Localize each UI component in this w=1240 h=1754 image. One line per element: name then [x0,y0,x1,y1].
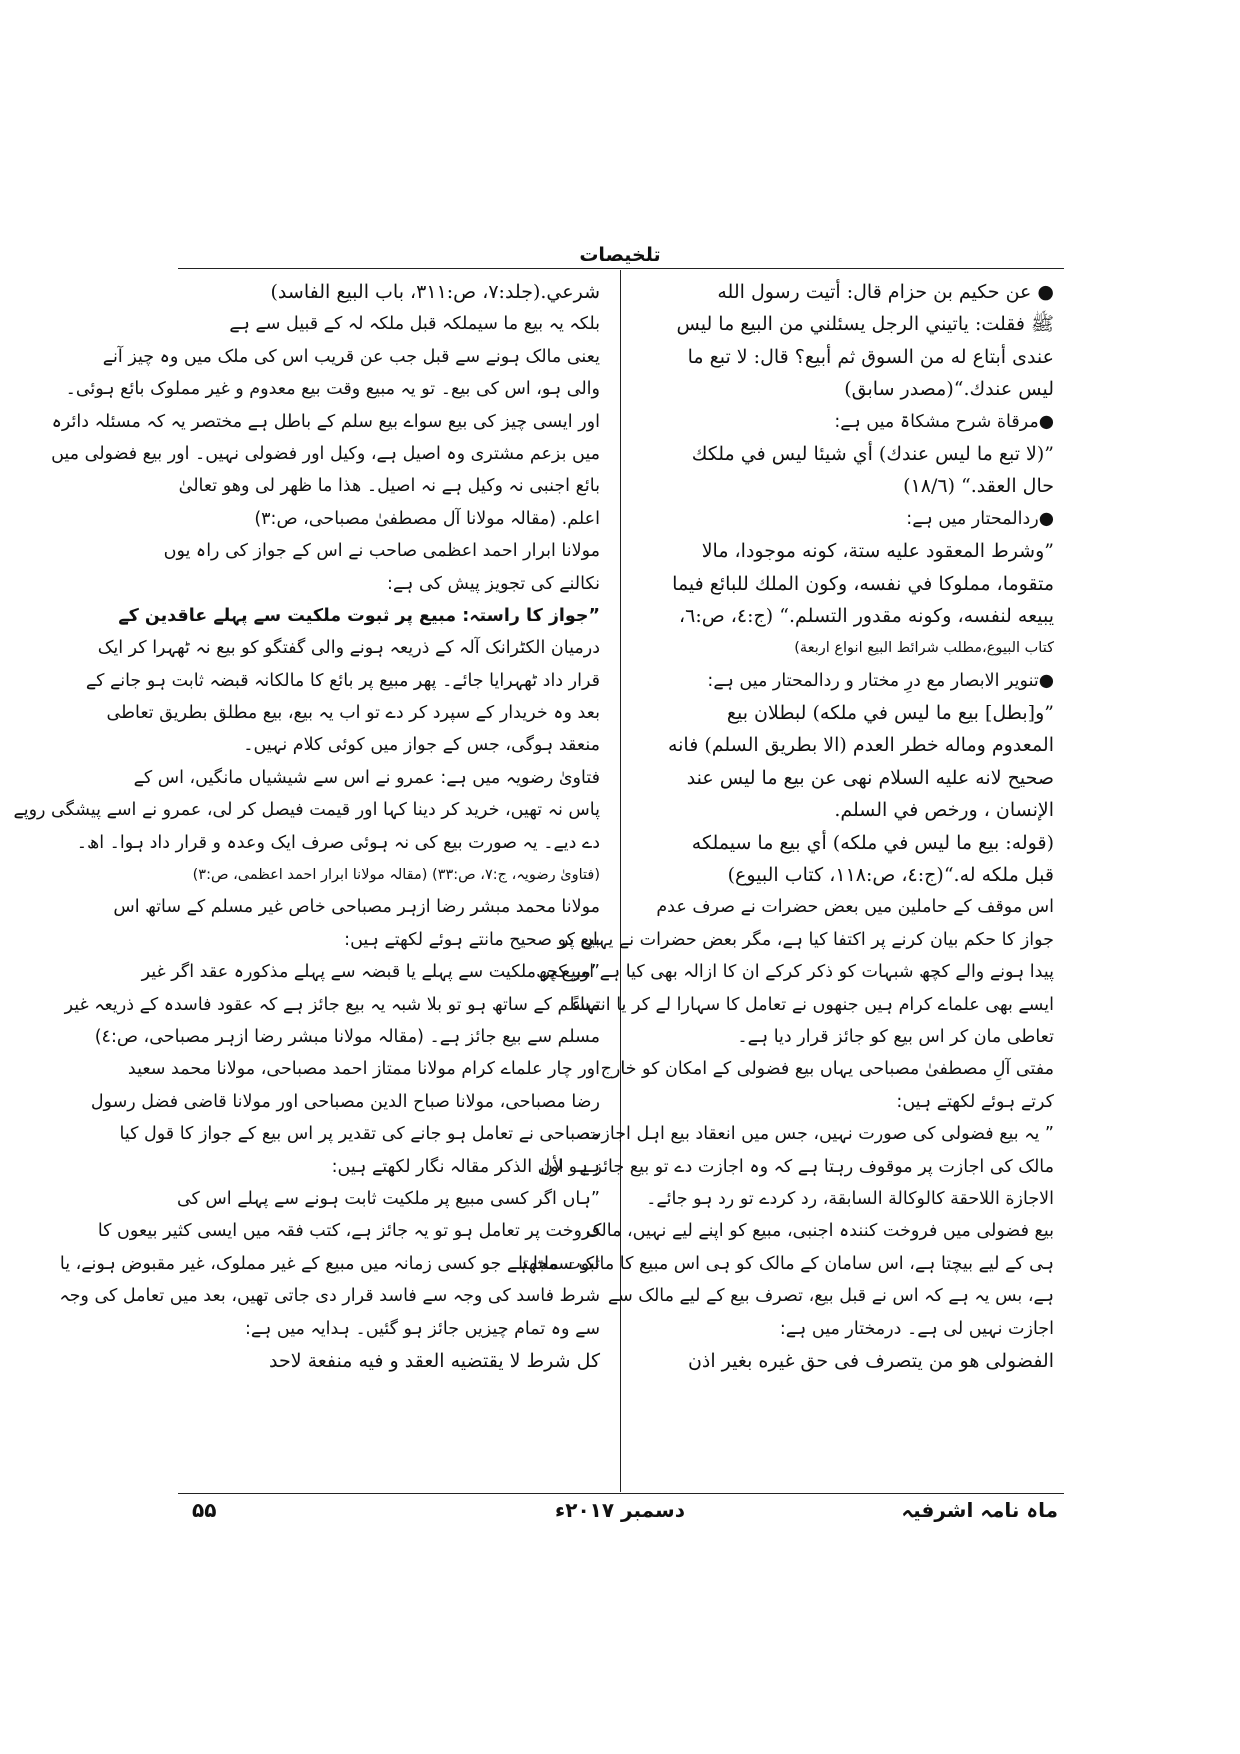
text-line: ●ردالمحتار میں ہے: [906,508,1054,529]
text-line: رضا مصباحی، مولانا صباح الدین مصباحی اور مولانا قاضی فضل رسول [90,1091,600,1112]
text-line: ایسے بھی علماے کرام ہیں جنھوں نے تعامل کا سہارا لے کر یا انتہاءً [571,994,1054,1015]
text-line: بیع کو صحیح مانتے ہوئے لکھتے ہیں: [344,929,600,950]
text-line: ●مرقاة شرح مشکاۃ میں ہے: [834,411,1054,432]
text-line: ●تنویر الابصار مع درِ مختار و ردالمحتار میں ہے: [707,670,1054,691]
text-line: پاس نہ تھیں، خرید کر دینا کہا اور قیمت فیصل کر لی، عمرو نے اسے پیشگی روپے [13,800,600,821]
text-line: فروخت پر تعامل ہو تو یہ جائز ہے، کتب فقہ میں ایسی کثیر بیعوں کا [97,1221,600,1242]
text-line: کرتے ہوئے لکھتے ہیں: [896,1091,1054,1112]
text-line: ثبوت ملتا ہے جو کسی زمانہ میں مبیع کے غیر مملوک، غیر مقبوض ہونے، یا [59,1253,600,1274]
text-line: الاجازة اللاحقة كالوكالة السابقة، رد کردے تو رد ہو جائے۔ [646,1188,1054,1209]
text-line: قبل ملكه له.“(ج:٤، ص:١١٨، كتاب البيوع) [727,864,1054,887]
text-line: الفضولی هو من يتصرف فی حق غيره بغير اذن [687,1349,1054,1372]
text-line: يبيعه لنفسه، وكونه مقدور التسلم.“ (ج:٤، ص:٦، [679,604,1054,627]
text-line: بعد وہ خریدار کے سپرد کر دے تو اب یہ بیع، بیع مطلق بطریق تعاطی [106,703,600,724]
footer-magazine-name: ماہ نامہ اشرفیہ [901,1498,1058,1522]
text-line: مصباحی نے تعامل ہو جانے کی تقدیر پر اس بیع کے جواز کا قول کیا [119,1124,600,1145]
text-line: بائع اجنبی نہ وکیل ہے نہ اصیل۔ هذا ما ظهر لی وهو تعالیٰ [178,476,600,497]
text-line: مولانا ابرار احمد اعظمی صاحب نے اس کے جواز کی راہ یوں [163,541,600,562]
text-line: نکالنے کی تجویز پیش کی ہے: [387,573,600,594]
text-line: صحيح لانه عليه السلام نهى عن بيع ما ليس عند [686,766,1054,789]
text-line: كتاب البيوع،مطلب شرائط البيع انواع اربعة) [794,640,1054,657]
text-line: ”وشرط المعقود عليه ستة، كونه موجودا، مالا [701,540,1054,563]
text-line: یعنی مالک ہونے سے قبل جب عن قریب اس کی ملک میں وہ چیز آنے [102,346,600,367]
text-line: فتاویٰ رضویہ میں ہے: عمرو نے اس سے شیشیاں مانگیں، اس کے [133,767,600,788]
footer-rule [178,1493,1064,1494]
page-header-title: تلخیصات [579,244,661,266]
text-line: درمیان الکٹرانک آلہ کے ذریعہ ہونے والی گفتگو کو بیع نہ ٹھہرا کر ایک [97,638,600,659]
text-line: كل شرط لا يقتضيه العقد و فيه منفعة لاحد [268,1349,600,1372]
text-line: سے وہ تمام چیزیں جائز ہو گئیں۔ ہدایہ میں ہے: [244,1318,600,1339]
text-line: پیدا ہونے والے کچھ شبہات کو ذکر کرکے ان کا ازالہ بھی کیا ہے اور کچھ [536,962,1054,983]
text-line: (قوله: بيع ما ليس في ملكه) أي بيع ما سيملكه [691,831,1054,854]
text-line: ”مبیع پر ملکیت سے پہلے یا قبضہ سے پہلے مذکورہ عقد اگر غیر [141,962,600,983]
text-line: ہے، بس یہ ہے کہ اس نے قبل بیع، تصرف بیع کے لیے مالک سے [607,1286,1054,1307]
header-rule [178,268,1064,269]
text-line: ● عن حكيم بن حزام قال: أتيت رسول الله [717,281,1054,303]
text-line: دے دیے۔ یہ صورت بیع کی نہ ہوئی صرف ایک وعدہ و قرار داد ہوا۔ اھ۔ [76,832,600,853]
text-line: اور چار علماے کرام مولانا ممتاز احمد مصباحی، مولانا محمد سعید [127,1059,600,1080]
text-line: تعاطی مان کر اس بیع کو جائز قرار دیا ہے۔ [737,1026,1054,1047]
right-column [518,276,1054,1377]
text-line: والی ہو، اس کی بیع۔ تو یہ مبیع وقت بیع معدوم و غیر مملوک بائع ہوئی۔ [65,379,600,400]
text-line: اس موقف کے حاملین میں بعض حضرات نے صرف عدم [656,897,1054,918]
text-line: شرعي.(جلد:٧، ص:٣١١، باب البيع الفاسد) [270,281,600,303]
text-line: ”و[بطل] بيع ما ليس في ملكه) لبطلان بيع [726,702,1054,725]
text-line: ”(لا تبع ما ليس عندك) أي شيئا ليس في ملكك [691,442,1054,465]
text-line: ”جواز کا راستہ: مبیع پر ثبوت ملکیت سے پہلے عاقدین کے [118,605,600,626]
text-line: منعقد ہوگی، جس کے جواز میں کوئی کلام نہیں۔ [243,735,600,756]
text-line: جواز کا حکم بیان کرنے پر اکتفا کیا ہے، مگر بعض حضرات نے یہاں پر [560,929,1054,950]
text-line: ہے۔ اول الذکر مقالہ نگار لکھتے ہیں: [331,1156,600,1177]
text-line: مسلم سے بیع جائز ہے۔ (مقالہ مولانا مبشر رضا ازہر مصباحی، ص:٤) [94,1026,600,1047]
text-line: حال العقد.“ (١٨/٦) [903,475,1054,498]
footer-page-number: ۵۵ [192,1498,217,1522]
text-line: ” یہ بیع فضولی کی صورت نہیں، جس میں انعقاد بیع اہل اجازت [584,1124,1054,1145]
text-line: مفتی آلِ مصطفیٰ مصباحی یہاں بیع فضولی کے امکان کو خارج [600,1059,1054,1080]
text-line: شرط فاسد کی وجہ سے فاسد قرار دی جاتی تھیں، بعد میں تعامل کی وجہ [59,1286,600,1307]
text-line: مسلم کے ساتھ ہو تو بلا شبہ یہ بیع جائز ہے کہ عقود فاسدہ کے ذریعہ غیر [64,994,600,1015]
text-line: الإنسان ، ورخص في السلم. [834,799,1054,822]
text-line: ”ہاں اگر کسی مبیع پر ملکیت ثابت ہونے سے پہلے اس کی [176,1188,600,1209]
text-line: میں بزعم مشتری وہ اصیل ہے، وکیل اور فضولی نہیں۔ اور بیع فضولی میں [51,443,600,464]
text-line: اجازت نہیں لی ہے۔ درمختار میں ہے: [779,1318,1054,1339]
text-line: مولانا محمد مبشر رضا ازہر مصباحی خاص غیر مسلم کے ساتھ اس [113,897,600,918]
text-line: المعدوم وماله خطر العدم (الا بطريق السلم) فانه [667,734,1054,757]
footer-date: دسمبر ۲۰۱۷ء [555,1498,685,1522]
text-line: (فتاویٰ رضویہ، ج:٧، ص:٣٣) (مقالہ مولانا ابرار احمد اعظمی، ص:٣) [192,867,600,884]
text-line: اور ایسی چیز کی بیع سواے بیع سلم کے باطل ہے مختصر یہ کہ مسئلہ دائرہ [51,411,600,432]
text-line: مالک کی اجازت پر موقوف رہتا ہے کہ وہ اجازت دے تو بیع جائز ہو لأن [540,1156,1054,1177]
text-line: اعلم. (مقالہ مولانا آل مصطفیٰ مصباحی، ص:٣) [254,508,600,529]
text-line: ليس عندك.“(مصدر سابق) [844,378,1054,401]
text-line: عندى أبتاع له من السوق ثم أبيع؟ قال: لا تبع ما [687,345,1054,368]
text-line: بیع فضولی میں فروخت کنندہ اجنبی، مبیع کو اپنے لیے نہیں، مالک [585,1221,1054,1242]
text-line: قرار داد ٹھہرایا جائے۔ پھر مبیع پر بائع کا مالکانہ قبضہ ثابت ہو جانے کے [85,670,600,691]
text-line: متقوما، مملوكا في نفسه، وكون الملك للبائع فيما [672,572,1054,595]
text-line: بلکہ یہ بیع ما سیملکہ قبل ملکہ لہ کے قبیل سے ہے [229,314,600,335]
text-line: ہی کے لیے بیچتا ہے، اس سامان کے مالک کو ہی اس مبیع کا مالک سمجھتا [518,1253,1054,1274]
text-line: ﷺ فقلت: ياتيني الرجل يسئلني من البيع ما ليس [676,313,1054,336]
left-column [13,276,600,1377]
